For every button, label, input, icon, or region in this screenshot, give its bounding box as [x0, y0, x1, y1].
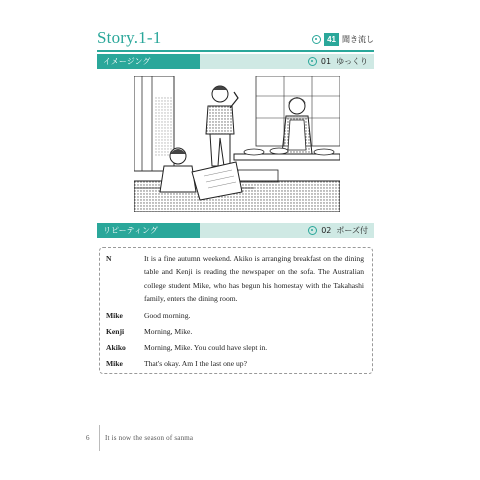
scene-illustration	[134, 76, 340, 212]
imaging-track[interactable]	[308, 54, 368, 69]
page-title: Story.1-1	[97, 28, 162, 47]
imaging-speed: ゆっくり	[336, 57, 368, 66]
repeating-mode: ポーズ付	[336, 226, 368, 235]
utterance-text: Good morning.	[144, 311, 191, 320]
listen-track-badge[interactable]	[312, 32, 374, 46]
track-number: 41	[324, 33, 339, 46]
speaker-name: Mike	[106, 311, 123, 320]
cd-icon	[308, 226, 317, 235]
page-number: 6	[86, 434, 90, 442]
imaging-track-number: 01	[320, 57, 332, 66]
cd-icon	[312, 35, 321, 44]
utterance-text: It is a fine autumn weekend. Akiko is arranging breakfast on the dining table and Kenji is reading the newspaper on the sofa. The Australian college student Mike, who has begun his homestay with the Takahashi family, enters the dining room.	[144, 254, 364, 304]
title-underline	[97, 50, 374, 52]
speaker-name: Akiko	[106, 343, 126, 352]
track-mode-label: 聞き流し	[342, 34, 374, 44]
speaker-name: Mike	[106, 359, 123, 368]
footer-divider	[99, 425, 100, 451]
utterance-text: Morning, Mike. You could have slept in.	[144, 343, 268, 352]
repeating-track-number: 02	[321, 226, 332, 235]
cd-icon	[308, 57, 317, 66]
speaker-name: Kenji	[106, 327, 125, 336]
running-head: It is now the season of sanma	[105, 434, 194, 442]
repeating-track[interactable]	[308, 223, 368, 238]
imaging-section-bar	[97, 54, 374, 69]
repeating-section-bar	[97, 223, 374, 238]
imaging-label: イメージング	[97, 54, 200, 69]
repeating-label: リピーティング	[97, 223, 200, 238]
speaker-name: N	[106, 254, 112, 263]
title-row	[97, 28, 374, 50]
utterance-text: That's okay. Am I the last one up?	[144, 359, 247, 368]
dialogue-box	[99, 247, 373, 374]
utterance-text: Morning, Mike.	[144, 327, 193, 336]
